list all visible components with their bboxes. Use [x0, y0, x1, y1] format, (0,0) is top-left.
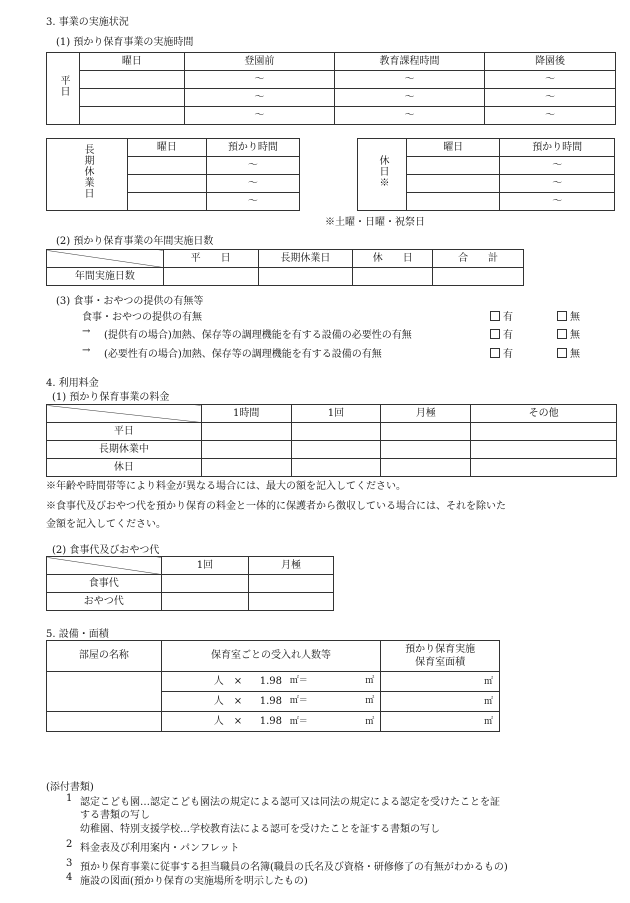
rest-day-note: ※土曜・日曜・祝祭日: [325, 217, 425, 228]
times-sign: ×: [233, 716, 243, 727]
annual-days-label: 年間実施日数: [47, 268, 164, 286]
fee-note-1: ※年齢や時間帯等により料金が異なる場合には、最大の額を記入してください。: [46, 481, 406, 492]
header-room-name: 部屋の名称: [47, 641, 162, 672]
long-holiday-label: 長期休業日: [47, 139, 128, 211]
facility-table: [46, 640, 500, 732]
diagonal-cell: [47, 250, 164, 268]
time-cell[interactable]: ～: [334, 89, 484, 107]
m2-unit: ㎡: [365, 676, 375, 686]
header-hours: 預かり時間: [500, 139, 615, 157]
time-cell[interactable]: ～: [485, 71, 616, 89]
header-before: 登園前: [184, 53, 334, 71]
fee-row-weekday: 平日: [47, 423, 202, 441]
time-cell[interactable]: ～: [500, 175, 615, 193]
factor-value: 1.98: [259, 676, 282, 687]
attachment-1-line3: 幼稚園、特別支援学校…学校教育法による認可を受けたことを証する書類の写し: [80, 824, 440, 835]
annual-days-table: [46, 249, 524, 286]
weekday-hours-table: [46, 52, 616, 125]
fee-cell[interactable]: [471, 423, 617, 441]
header-capacity: 保育室ごとの受入れ人数等: [161, 641, 380, 672]
header-day: 曜日: [128, 139, 207, 157]
meal-fee-row: 食事代: [47, 575, 162, 593]
header-day: 曜日: [407, 139, 500, 157]
section3-2-title: (2) 預かり保育事業の年間実施日数: [56, 236, 214, 247]
day-cell[interactable]: [128, 193, 207, 211]
attachments-title: (添付書類): [46, 782, 94, 793]
section4-1-title: (1) 預かり保育事業の料金: [52, 392, 170, 403]
header-total: 合 計: [433, 250, 524, 268]
time-cell[interactable]: ～: [334, 107, 484, 125]
fee-cell[interactable]: [381, 423, 471, 441]
no-checkbox[interactable]: 無: [557, 345, 580, 360]
checkbox-icon: [557, 348, 567, 358]
attachment-number: 4: [66, 872, 73, 883]
day-cell[interactable]: [128, 175, 207, 193]
fee-row-long-holiday: 長期休業中: [47, 441, 202, 459]
meal-question-3: (必要性有の場合)加熱、保存等の調理機能を有する設備の有無: [104, 349, 382, 360]
fee-cell[interactable]: [471, 459, 617, 477]
section3-1-title: (1) 預かり保育事業の実施時間: [56, 37, 194, 48]
m2-equals: ㎡＝: [289, 696, 308, 706]
yes-checkbox[interactable]: 有: [490, 308, 513, 323]
area-cell[interactable]: [381, 672, 500, 712]
time-cell[interactable]: ～: [184, 89, 334, 107]
fee-cell[interactable]: [249, 575, 334, 593]
fee-cell[interactable]: [201, 459, 291, 477]
attachment-number: 2: [66, 839, 73, 850]
header-monthly: 月極: [381, 405, 471, 423]
header-after: 降園後: [485, 53, 616, 71]
yes-checkbox[interactable]: 有: [490, 326, 513, 341]
day-cell[interactable]: [128, 157, 207, 175]
header-weekday: 平 日: [163, 250, 258, 268]
m2-equals: ㎡＝: [289, 717, 308, 727]
day-cell[interactable]: [407, 157, 500, 175]
day-cell[interactable]: [80, 89, 185, 107]
times-sign: ×: [233, 676, 243, 687]
time-cell[interactable]: ～: [184, 71, 334, 89]
fee-cell[interactable]: [381, 459, 471, 477]
checkbox-icon: [490, 311, 500, 321]
header-course: 教育課程時間: [334, 53, 484, 71]
fee-cell[interactable]: [249, 593, 334, 611]
section3-3-title: (3) 食事・おやつの提供の有無等: [56, 296, 204, 307]
section4-title: 4. 利用料金: [46, 378, 99, 389]
header-once: 1回: [291, 405, 381, 423]
diagonal-cell: [47, 557, 162, 575]
arrow-icon: →: [82, 326, 91, 337]
weekday-label: 平日: [47, 53, 80, 125]
section5-title: 5. 設備・面積: [46, 629, 109, 640]
snack-fee-row: おやつ代: [47, 593, 162, 611]
time-cell[interactable]: ～: [334, 71, 484, 89]
attachment-1-line2: する書類の写し: [80, 810, 150, 821]
times-sign: ×: [233, 696, 243, 707]
header-monthly: 月極: [249, 557, 334, 575]
time-cell[interactable]: ～: [485, 89, 616, 107]
fee-cell[interactable]: [471, 441, 617, 459]
attachment-4: 施設の図面(預かり保育の実施場所を明示したもの): [80, 876, 308, 887]
value-cell[interactable]: [353, 268, 433, 286]
fee-cell[interactable]: [201, 441, 291, 459]
diagonal-cell: [47, 405, 202, 423]
fee-cell[interactable]: [161, 575, 249, 593]
value-cell[interactable]: [163, 268, 258, 286]
capacity-cell[interactable]: [161, 672, 380, 712]
header-area: 預かり保育実施 保育室面積: [381, 641, 500, 672]
day-cell[interactable]: [407, 175, 500, 193]
meal-fee-table: [46, 556, 334, 611]
checkbox-icon: [490, 329, 500, 339]
checkbox-icon: [490, 348, 500, 358]
yes-checkbox[interactable]: 有: [490, 345, 513, 360]
fee-cell[interactable]: [291, 441, 381, 459]
header-once: 1回: [161, 557, 249, 575]
day-cell[interactable]: [407, 193, 500, 211]
checkbox-icon: [557, 311, 567, 321]
fee-row-holiday: 休日: [47, 459, 202, 477]
value-cell[interactable]: [433, 268, 524, 286]
checkbox-icon: [557, 329, 567, 339]
room-name-cell[interactable]: [47, 712, 162, 732]
header-1hour: 1時間: [201, 405, 291, 423]
m2-unit: ㎡: [365, 717, 375, 727]
meal-question-2: (提供有の場合)加熱、保存等の調理機能を有する設備の必要性の有無: [104, 330, 412, 341]
m2-unit: ㎡: [483, 677, 493, 687]
m2-unit: ㎡: [365, 696, 375, 706]
value-cell[interactable]: [258, 268, 353, 286]
attachment-number: 3: [66, 858, 73, 869]
time-cell[interactable]: ～: [500, 157, 615, 175]
capacity-cell[interactable]: [161, 712, 380, 732]
header-hours: 預かり時間: [206, 139, 299, 157]
section4-2-title: (2) 食事代及びおやつ代: [52, 545, 160, 556]
fee-cell[interactable]: [161, 593, 249, 611]
no-checkbox[interactable]: 無: [557, 326, 580, 341]
header-other: その他: [471, 405, 617, 423]
fee-note-2a: ※食事代及びおやつ代を預かり保育の料金と一体的に保護者から徴収している場合には、それを除いた: [46, 501, 506, 512]
m2-unit: ㎡: [483, 697, 493, 707]
time-cell[interactable]: ～: [500, 193, 615, 211]
rest-day-label: 休日※: [358, 139, 407, 211]
fee-cell[interactable]: [381, 441, 471, 459]
header-holiday: 休 日: [353, 250, 433, 268]
attachment-2: 料金表及び利用案内・パンフレット: [80, 843, 240, 854]
person-unit: 人: [213, 676, 224, 687]
time-cell[interactable]: ～: [184, 107, 334, 125]
rest-day-table: [357, 138, 615, 211]
area-cell[interactable]: [381, 712, 500, 732]
m2-equals: ㎡＝: [289, 676, 308, 686]
fee-cell[interactable]: [291, 459, 381, 477]
attachment-3: 預かり保育事業に従事する担当職員の名簿(職員の氏名及び資格・研修修了の有無がわかるもの): [80, 862, 508, 873]
person-unit: 人: [213, 696, 224, 707]
fee-cell[interactable]: [201, 423, 291, 441]
person-unit: 人: [213, 716, 224, 727]
time-cell[interactable]: ～: [206, 157, 299, 175]
fee-table: [46, 404, 617, 477]
attachment-1-line1: 認定こども園…認定こども園法の規定による認可又は同法の規定による認定を受けたことを証: [80, 797, 500, 808]
factor-value: 1.98: [259, 716, 282, 727]
fee-cell[interactable]: [291, 423, 381, 441]
header-long-holiday: 長期休業日: [258, 250, 353, 268]
time-cell[interactable]: ～: [206, 193, 299, 211]
arrow-icon: →: [82, 345, 91, 356]
attachment-number: 1: [66, 793, 73, 804]
time-cell[interactable]: ～: [485, 107, 616, 125]
day-cell[interactable]: [80, 71, 185, 89]
long-holiday-table: [46, 138, 300, 211]
no-checkbox[interactable]: 無: [557, 308, 580, 323]
room-name-cell[interactable]: [47, 672, 162, 712]
time-cell[interactable]: ～: [206, 175, 299, 193]
meal-question-1: 食事・おやつの提供の有無: [82, 312, 202, 323]
header-day: 曜日: [80, 53, 185, 71]
section3-title: 3. 事業の実施状況: [46, 17, 129, 28]
fee-note-2b: 金額を記入してください。: [46, 519, 166, 530]
day-cell[interactable]: [80, 107, 185, 125]
m2-unit: ㎡: [483, 716, 493, 727]
factor-value: 1.98: [259, 696, 282, 707]
